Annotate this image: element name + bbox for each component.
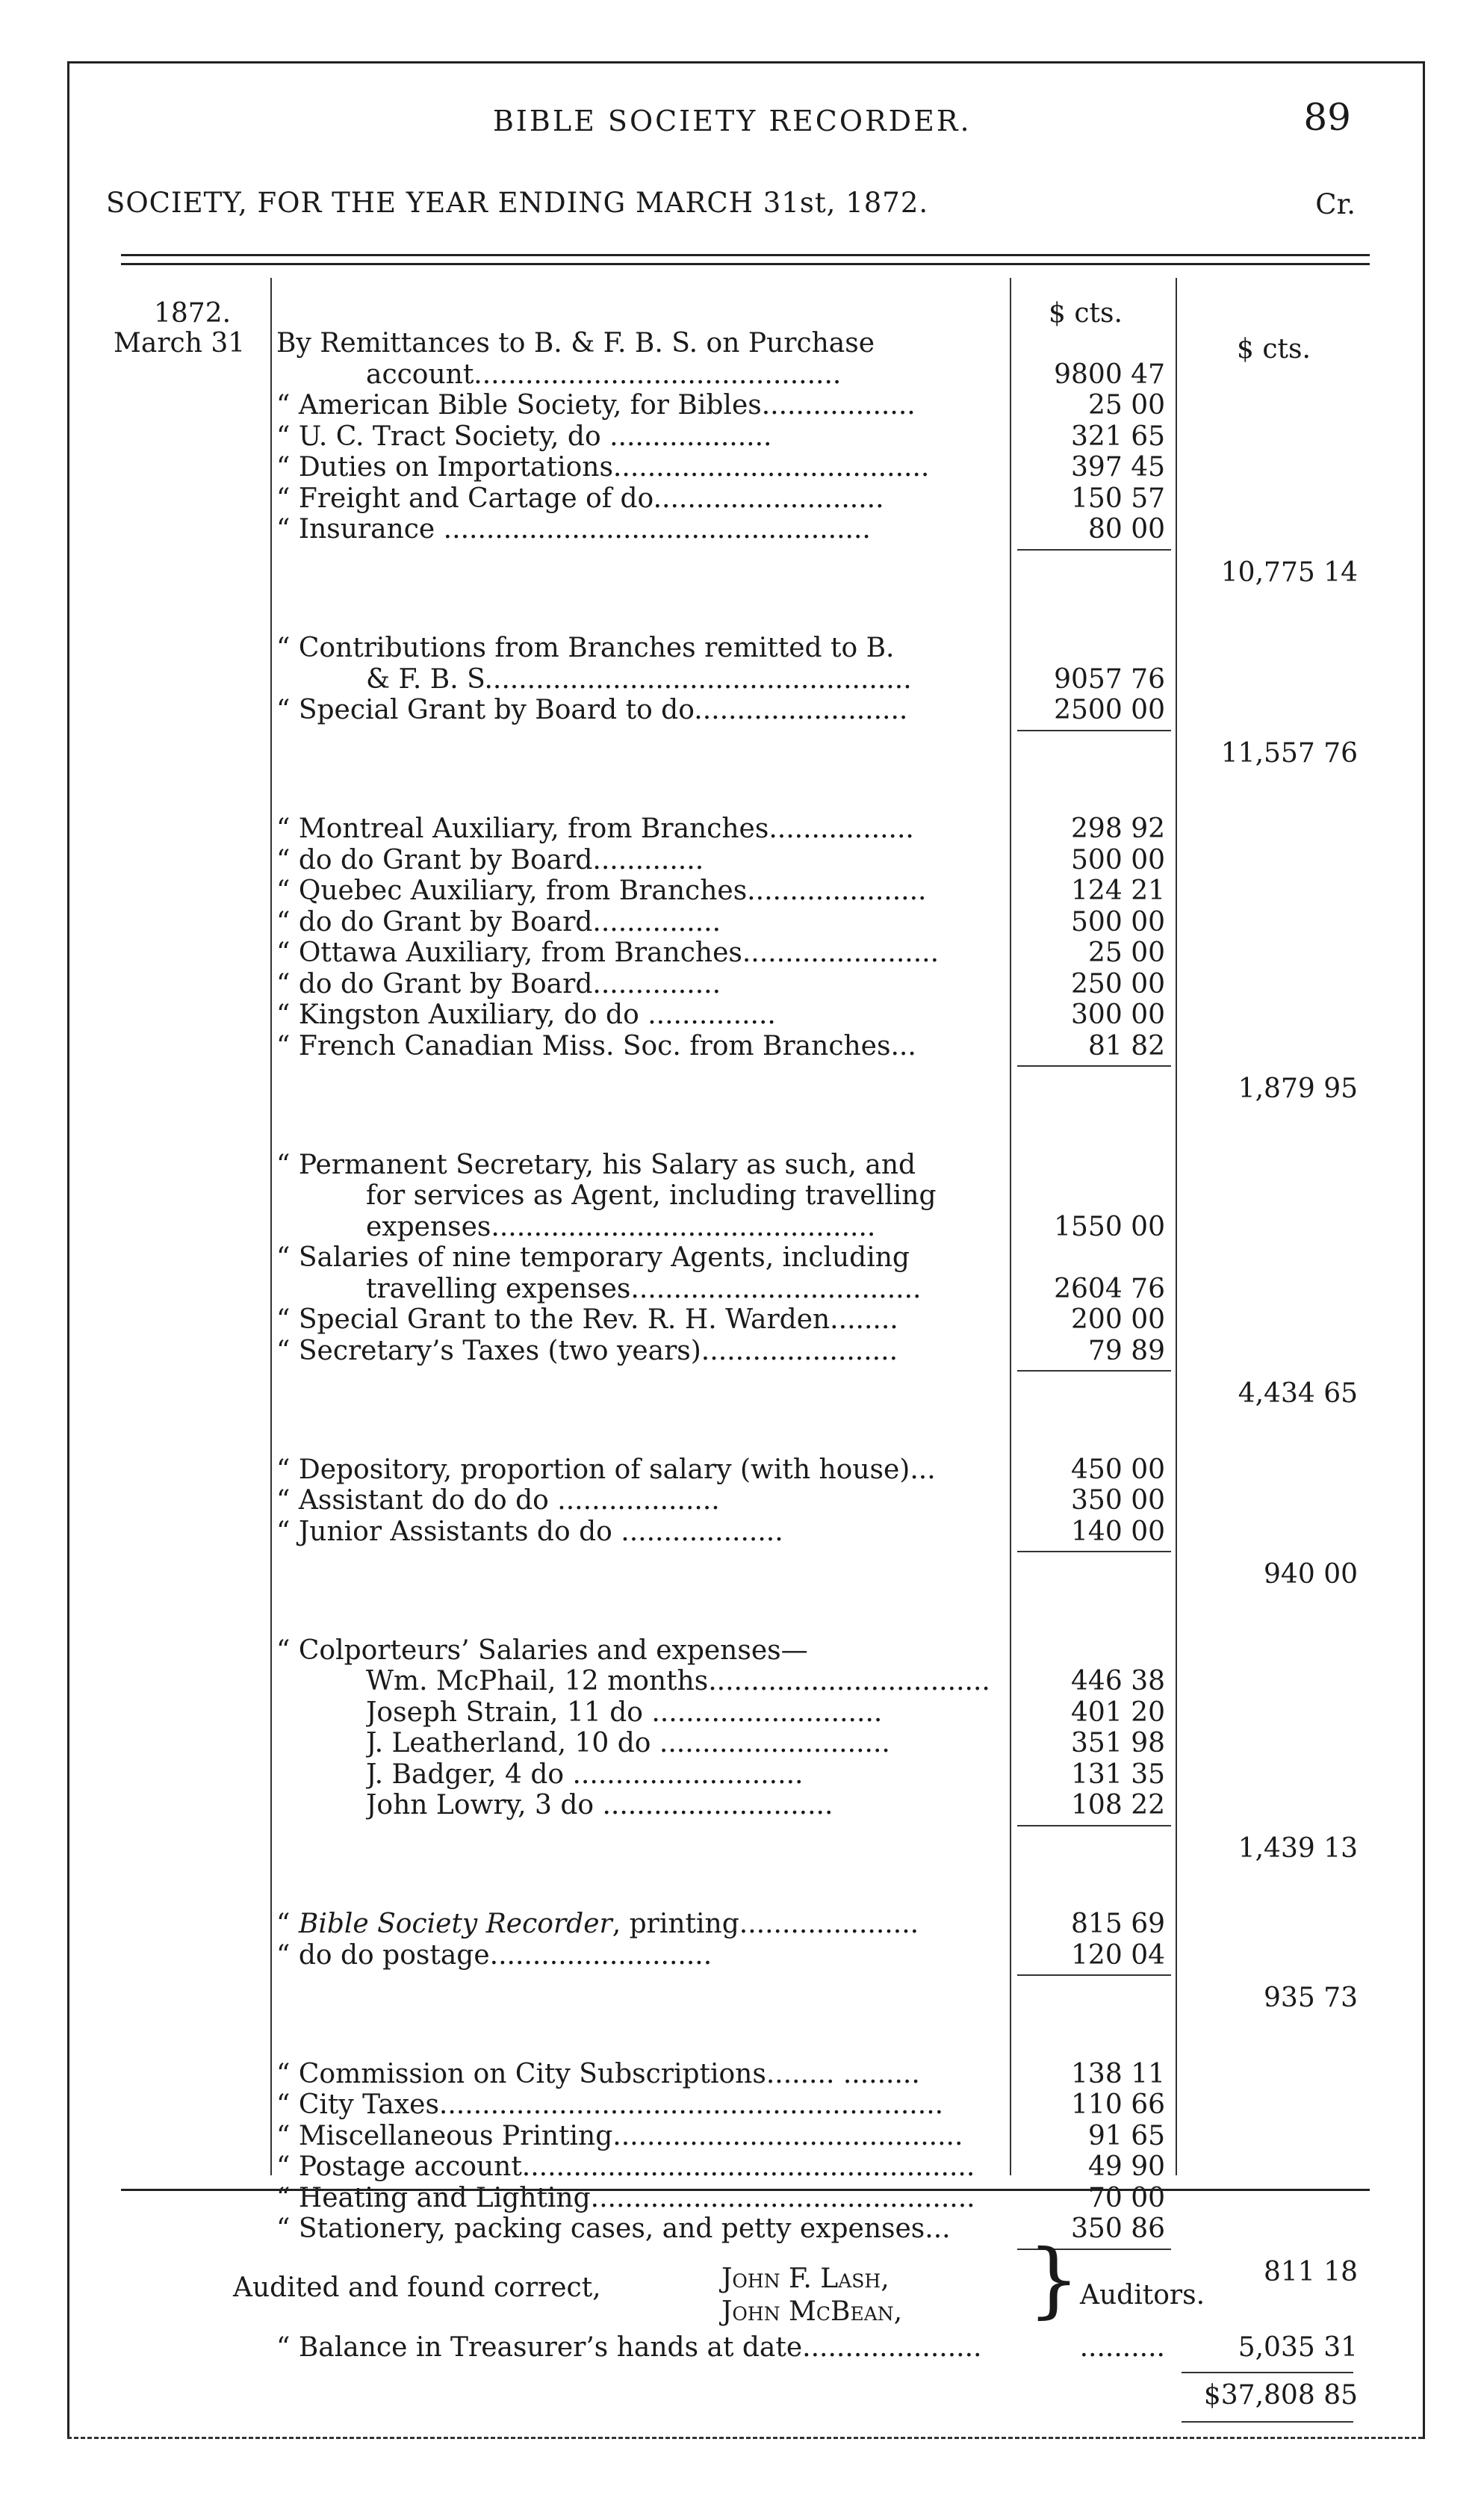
- ledger-line-text: , printing.....................: [612, 1909, 919, 1939]
- ledger-line: “ do do Grant by Board...............: [276, 907, 721, 938]
- ledger-line: travelling expenses..................................: [366, 1274, 922, 1304]
- ledger-amount: 108 22: [1071, 1790, 1165, 1820]
- ledger-amount: 446 38: [1071, 1666, 1165, 1696]
- ledger-amount: 350 86: [1071, 2213, 1165, 2244]
- ledger-line: “ Special Grant by Board to do.........................: [276, 695, 908, 725]
- subtotal-rule: [1017, 1065, 1171, 1067]
- section-total: 11,557 76: [1220, 737, 1358, 769]
- ledger-line: “ do do Grant by Board.............: [276, 845, 704, 876]
- ledger-line: “ Freight and Cartage of do...........................: [276, 483, 884, 514]
- ledger-line: “ Postage account.....................................................: [276, 2152, 975, 2182]
- ledger-line: “ Depository, proportion of salary (with house)...: [276, 1454, 936, 1485]
- ledger-amount: 350 00: [1071, 1485, 1165, 1516]
- ledger-amount: 25 00: [1087, 390, 1165, 421]
- ledger-amount: 450 00: [1071, 1454, 1165, 1485]
- ledger-line: expenses.............................................: [366, 1212, 876, 1242]
- section-total: 935 73: [1264, 1983, 1358, 2013]
- ledger-amount: 298 92: [1071, 814, 1165, 844]
- ledger-amount: 70 00: [1087, 2182, 1165, 2213]
- ledger-amount: 9057 76: [1054, 663, 1165, 695]
- ledger-amount: 250 00: [1071, 968, 1165, 1000]
- ledger-line: By Remittances to B. & F. B. S. on Purchase: [276, 329, 875, 359]
- ledger-amount: 120 04: [1071, 1939, 1165, 1971]
- ledger-amount: 2500 00: [1054, 695, 1165, 725]
- audited-statement: Audited and found correct,: [233, 2272, 601, 2303]
- ledger-line: & F. B. S..................................................: [366, 664, 912, 695]
- ledger-amount: 49 90: [1087, 2151, 1165, 2182]
- grand-total-rule-bottom: [1182, 2421, 1353, 2423]
- ledger-amount: 150 57: [1071, 483, 1165, 514]
- ledger-line: “ Duties on Importations.....................................: [276, 453, 930, 483]
- ledger-line: Joseph Strain, 11 do ...........................: [366, 1697, 883, 1728]
- auditors-brace: }: [1028, 2231, 1080, 2327]
- ledger-line: “ Kingston Auxiliary, do do ...............: [276, 1000, 776, 1030]
- page-number: 89: [1303, 96, 1351, 139]
- ledger-line: “ do do postage..........................: [276, 1940, 712, 1971]
- ledger-line: “ Salaries of nine temporary Agents, including: [276, 1243, 910, 1273]
- subtotal-rule: [1017, 1370, 1171, 1372]
- ledger-line: “ U. C. Tract Society, do ...................: [276, 421, 772, 452]
- ledger-amount: 200 00: [1071, 1304, 1165, 1335]
- ledger-line: “ Secretary’s Taxes (two years).......................: [276, 1336, 898, 1366]
- table-bottom-rule: [121, 2189, 1370, 2191]
- ledger-amount: 815 69: [1071, 1909, 1165, 1939]
- ledger-amount: 140 00: [1071, 1516, 1165, 1547]
- ledger-line: “ Special Grant to the Rev. R. H. Warden........: [276, 1305, 898, 1335]
- ledger-amount: 131 35: [1071, 1758, 1165, 1790]
- ledger-amount: 124 21: [1071, 876, 1165, 906]
- auditor-name-2: John McBean,: [721, 2296, 903, 2327]
- ledger-amount-blank: ..........: [1079, 2332, 1165, 2363]
- quote-mark: “: [276, 1909, 299, 1939]
- ledger-line: for services as Agent, including travelling: [366, 1181, 937, 1211]
- ledger-line: “ Junior Assistants do do ...................: [276, 1516, 783, 1547]
- amount-column-rule-left: [1010, 278, 1011, 2175]
- ledger-line: “ Ottawa Auxiliary, from Branches.......................: [276, 938, 940, 968]
- ledger-line: “ French Canadian Miss. Soc. from Branches...: [276, 1031, 916, 1062]
- section-total: 940 00: [1264, 1559, 1358, 1590]
- subtotal-rule: [1017, 1974, 1171, 1976]
- ledger-amount: 401 20: [1071, 1696, 1165, 1728]
- ledger-line: “ Stationery, packing cases, and petty expenses...: [276, 2214, 951, 2244]
- ledger-amount: 1550 00: [1054, 1211, 1165, 1242]
- auditor-name-1: John F. Lash,: [721, 2263, 890, 2294]
- ledger-line: “ Quebec Auxiliary, from Branches.....................: [276, 876, 927, 906]
- ledger-line: “ Contributions from Branches remitted to B.: [276, 633, 895, 663]
- amount-column-rule-right: [1176, 278, 1177, 2175]
- date-column-rule: [270, 278, 272, 2175]
- ledger-amount: 2604 76: [1054, 1273, 1165, 1304]
- auditors-label: Auditors.: [1080, 2280, 1205, 2311]
- ledger-line: “ Insurance ..................................................: [276, 515, 871, 545]
- section-total: 811 18: [1264, 2256, 1358, 2287]
- ledger-amount: 25 00: [1087, 938, 1165, 968]
- bottom-rule: [67, 2437, 1423, 2439]
- ledger-line: “ City Taxes...........................................................: [276, 2090, 944, 2120]
- section-total: 1,439 13: [1238, 1832, 1358, 1864]
- ledger-line: [276, 1909, 919, 1939]
- ledger-amount: 79 89: [1087, 1335, 1165, 1366]
- ledger-line: John Lowry, 3 do ...........................: [366, 1791, 833, 1820]
- table-subhead: SOCIETY, FOR THE YEAR ENDING MARCH 31st, 1872.: [106, 187, 929, 219]
- ledger-amount: 91 65: [1087, 2120, 1165, 2151]
- date-day: March 31: [114, 328, 246, 359]
- ledger-amount: 397 45: [1071, 452, 1165, 483]
- ledger-amount: 80 00: [1087, 514, 1165, 545]
- ledger-amount: 500 00: [1071, 906, 1165, 938]
- ledger-line: Wm. McPhail, 12 months.................................: [366, 1667, 990, 1696]
- section-total: 1,879 95: [1238, 1073, 1358, 1104]
- grand-total: $37,808 85: [1203, 2379, 1358, 2411]
- section-total: 4,434 65: [1238, 1378, 1358, 1409]
- ledger-line: J. Badger, 4 do ...........................: [366, 1759, 804, 1790]
- publication-title: Bible Society Recorder: [298, 1909, 612, 1939]
- subtotal-rule: [1017, 1551, 1171, 1552]
- date-year: 1872.: [154, 298, 232, 329]
- ledger-line: “ Miscellaneous Printing.........................................: [276, 2121, 963, 2151]
- ledger-amount: 81 82: [1087, 1030, 1165, 1062]
- ledger-line: “ Permanent Secretary, his Salary as such, and: [276, 1150, 916, 1180]
- ledger-line: “ Colporteurs’ Salaries and expenses—: [276, 1635, 808, 1666]
- ledger-amount: 500 00: [1071, 844, 1165, 876]
- balance-total: 5,035 31: [1238, 2332, 1358, 2363]
- ledger-line: “ do do Grant by Board...............: [276, 969, 721, 1000]
- ledger-amount: 110 66: [1071, 2089, 1165, 2120]
- ledger-amount: 351 98: [1071, 1728, 1165, 1758]
- ledger-amount: 321 65: [1071, 421, 1165, 452]
- subtotal-rule: [1017, 549, 1171, 551]
- ledger-line: “ Heating and Lighting.............................................: [276, 2183, 975, 2213]
- ledger-line: “ American Bible Society, for Bibles..................: [276, 391, 916, 421]
- ledger-amount: 9800 47: [1054, 359, 1165, 390]
- running-head: BIBLE SOCIETY RECORDER.: [493, 105, 972, 137]
- ledger-line: “ Balance in Treasurer’s hands at date.....................: [276, 2333, 982, 2363]
- ledger-amount: 138 11: [1071, 2058, 1165, 2089]
- subtotal-rule: [1017, 1825, 1171, 1826]
- section-total: 10,775 14: [1220, 557, 1358, 588]
- sub-amount-head: $ cts.: [1049, 298, 1123, 329]
- ledger-line: “ Assistant do do do ...................: [276, 1486, 720, 1516]
- total-amount-head: $ cts.: [1237, 334, 1311, 365]
- grand-total-rule-top: [1182, 2372, 1353, 2373]
- subtotal-rule: [1017, 730, 1171, 731]
- ledger-amount: 300 00: [1071, 1000, 1165, 1030]
- ledger-line: “ Commission on City Subscriptions........ .........: [276, 2059, 920, 2089]
- top-rule-2: [121, 263, 1370, 265]
- ledger-line: J. Leatherland, 10 do ...........................: [366, 1729, 890, 1758]
- ledger-line: “ Montreal Auxiliary, from Branches.................: [276, 814, 914, 844]
- ledger-line: account...........................................: [366, 359, 842, 390]
- top-rule-1: [121, 254, 1370, 256]
- credit-label: Cr.: [1315, 188, 1356, 220]
